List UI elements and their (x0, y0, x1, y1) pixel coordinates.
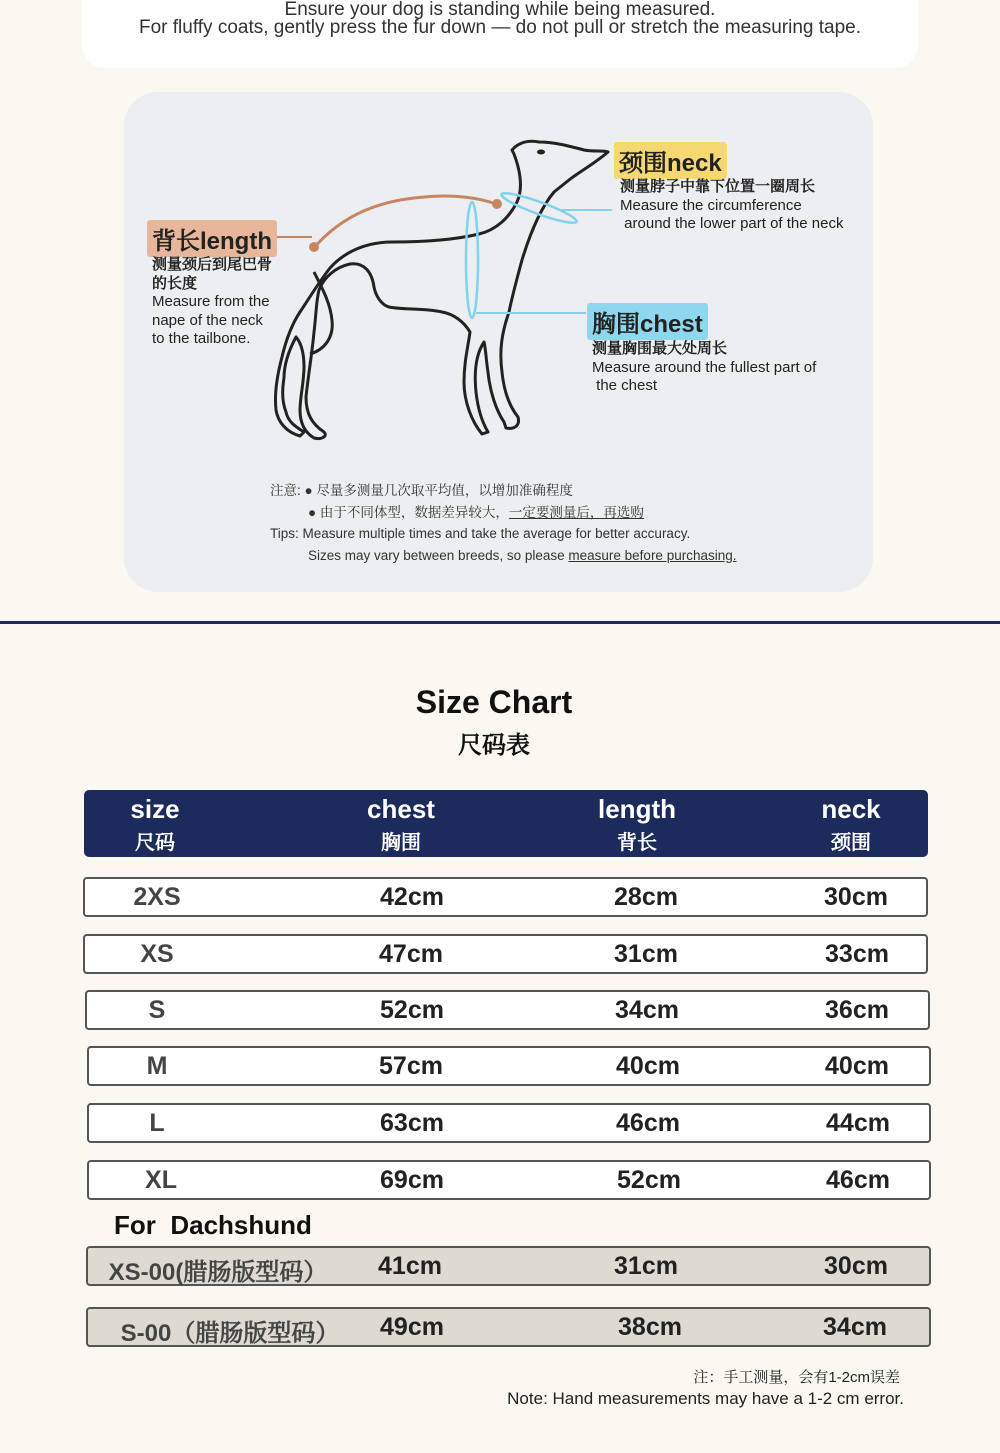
header-length-en: length (598, 794, 676, 824)
footnote-cn: 注：手工测量，会有1-2cm误差 (693, 1369, 900, 1386)
intro-line-1: Ensure your dog is standing while being measured. (284, 0, 716, 20)
cell-chest: 47cm (379, 940, 443, 968)
size-table-header (84, 790, 928, 857)
neck-tag: 颈围neck (614, 142, 727, 179)
tip-cn-2-b: 一定要测量后，再选购 (508, 504, 644, 520)
header-chest-en: chest (367, 794, 435, 824)
tip-cn-1-text: ● 尽量多测量几次取平均值，以增加准确程度 (304, 483, 573, 498)
table-row (83, 934, 928, 974)
cell-size: 2XS (133, 883, 181, 911)
cell-chest: 49cm (380, 1313, 444, 1341)
cell-length: 40cm (616, 1052, 680, 1080)
length-desc-en-3: to the tailbone. (152, 330, 251, 347)
cell-neck: 34cm (823, 1313, 887, 1341)
neck-description (620, 178, 843, 234)
section-divider (0, 621, 1000, 624)
table-row-dachshund (86, 1307, 931, 1347)
neck-desc-cn: 测量脖子中靠下位置一圈周长 (620, 178, 816, 195)
tip-en-2 (270, 545, 737, 567)
cell-chest: 41cm (378, 1252, 442, 1280)
chest-desc-cn: 测量胸围最大处周长 (592, 340, 728, 357)
table-row (87, 1103, 931, 1143)
chest-desc-en-2: the chest (592, 377, 658, 394)
chest-ring (466, 202, 478, 318)
length-desc-cn-2: 的长度 (152, 274, 198, 292)
neck-ring (499, 189, 578, 228)
cell-neck: 30cm (824, 1252, 888, 1280)
tip-cn-prefix: 注意: (270, 483, 301, 498)
length-dot-end (492, 199, 502, 209)
tip-cn-2-a: ● 由于不同体型，数据差异较大， (308, 504, 509, 520)
cell-length: 38cm (618, 1313, 682, 1341)
cell-chest: 52cm (380, 996, 444, 1024)
tip-en-1: Tips: Measure multiple times and take the average for better accuracy. (270, 526, 691, 541)
size-chart-subtitle: 尺码表 (458, 732, 530, 759)
cell-size: S (148, 996, 166, 1024)
cell-size: XL (145, 1166, 177, 1194)
measurement-tips (270, 480, 737, 566)
size-chart-title: Size Chart (415, 684, 573, 720)
length-dot-start (309, 242, 319, 252)
header-length (557, 794, 717, 855)
chest-description (592, 340, 816, 396)
cell-length: 52cm (617, 1166, 681, 1194)
tip-cn-1 (270, 480, 737, 502)
cell-length: 28cm (614, 883, 678, 911)
cell-neck: 30cm (824, 883, 888, 911)
dog-eye (537, 150, 545, 155)
neck-desc-en-2: around the lower part of the neck (620, 215, 844, 232)
measurement-diagram (124, 92, 873, 592)
cell-neck: 33cm (825, 940, 889, 968)
cell-chest: 69cm (380, 1166, 444, 1194)
cell-neck: 40cm (825, 1052, 889, 1080)
cell-neck: 44cm (826, 1109, 890, 1137)
neck-desc-en-1: Measure the circumference (620, 196, 802, 214)
length-desc-en-2: nape of the neck (152, 311, 263, 329)
intro-card (82, 0, 918, 68)
header-neck (771, 794, 931, 855)
cell-chest: 57cm (379, 1052, 443, 1080)
cell-size: S-00（腊肠版型码） (120, 1320, 340, 1347)
dachshund-label: For Dachshund (114, 1210, 312, 1240)
tip-cn-2 (270, 502, 737, 524)
tip-en-2-a: Sizes may vary between breeds, so please (308, 547, 569, 563)
header-chest (321, 794, 481, 855)
table-row (87, 1046, 931, 1086)
cell-size: XS (140, 940, 174, 968)
header-chest-cn: 胸围 (381, 832, 421, 854)
cell-chest: 63cm (380, 1109, 444, 1137)
table-row (85, 990, 930, 1030)
length-tag: 背长length (147, 220, 277, 257)
footnote-en: Note: Hand measurements may have a 1-2 cm error. (507, 1389, 904, 1408)
header-length-cn: 背长 (617, 832, 657, 854)
header-neck-cn: 颈围 (831, 832, 871, 854)
cell-size: M (146, 1052, 168, 1080)
cell-size: XS-00(腊肠版型码） (108, 1259, 328, 1286)
length-desc-en-1: Measure from the (152, 293, 270, 310)
cell-length: 31cm (614, 1252, 678, 1280)
cell-neck: 36cm (825, 996, 889, 1024)
tip-en-2-b: measure before purchasing. (568, 547, 737, 563)
chest-desc-en-1: Measure around the fullest part of (592, 358, 817, 376)
intro-line-2: For fluffy coats, gently press the fur down — do not pull or stretch the measuring tape. (138, 17, 862, 38)
cell-chest: 42cm (380, 883, 444, 911)
table-row (87, 1160, 931, 1200)
header-neck-en: neck (821, 794, 881, 824)
cell-length: 34cm (615, 996, 679, 1024)
length-desc-cn-1: 测量颈后到尾巴骨 (152, 256, 273, 273)
table-row-dachshund (86, 1246, 931, 1286)
cell-length: 46cm (616, 1109, 680, 1137)
cell-size: L (149, 1109, 165, 1137)
chest-tag: 胸围chest (587, 303, 708, 340)
cell-length: 31cm (614, 940, 678, 968)
header-size-cn: 尺码 (135, 832, 175, 854)
header-size (75, 794, 235, 855)
table-row (83, 877, 928, 917)
cell-neck: 46cm (826, 1166, 890, 1194)
dog-outline (275, 141, 608, 438)
header-size-en: size (130, 794, 180, 824)
length-description (152, 256, 272, 349)
